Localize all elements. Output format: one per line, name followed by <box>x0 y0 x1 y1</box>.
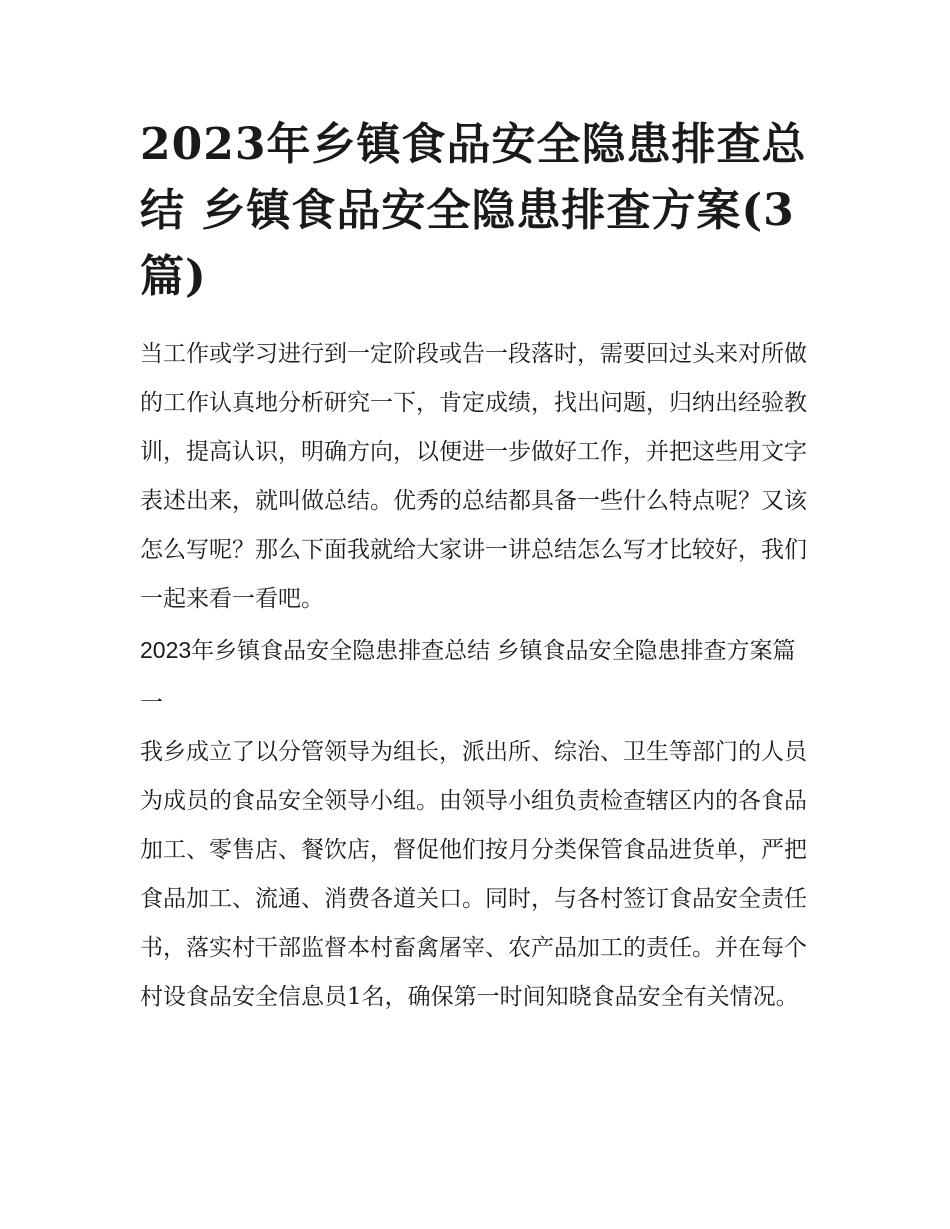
intro-paragraph: 当工作或学习进行到一定阶段或告一段落时，需要回过头来对所做的工作认真地分析研究一下，肯定成绩，找出问题，归纳出经验教训，提高认识，明确方向，以便进一步做好工作，并把这些用文字表述出来，就叫做总结。优秀的总结都具备一些什么特点呢？又该怎么写呢？那么下面我就给大家讲一讲总结怎么写才比较好，我们一起来看一看吧。 <box>140 341 807 612</box>
section-heading: 2023年乡镇食品安全隐患排查总结 乡镇食品安全隐患排查方案篇一 <box>140 637 796 715</box>
document-page <box>140 112 812 1022</box>
document-title: 2023年乡镇食品安全隐患排查总结 乡镇食品安全隐患排查方案(3篇) <box>140 119 807 302</box>
body-paragraph: 我乡成立了以分管领导为组长，派出所、综治、卫生等部门的人员为成员的食品安全领导小组。由领导小组负责检查辖区内的各食品加工、零售店、餐饮店，督促他们按月分类保管食品进货单，严把食品加工、流通、消费各道关口。同时，与各村签订食品安全责任书，落实村干部监督本村畜禽屠宰、农产品加工的责任。并在每个村设食品安全信息员1名，确保第一时间知晓食品安全有关情况。 <box>140 739 807 1010</box>
